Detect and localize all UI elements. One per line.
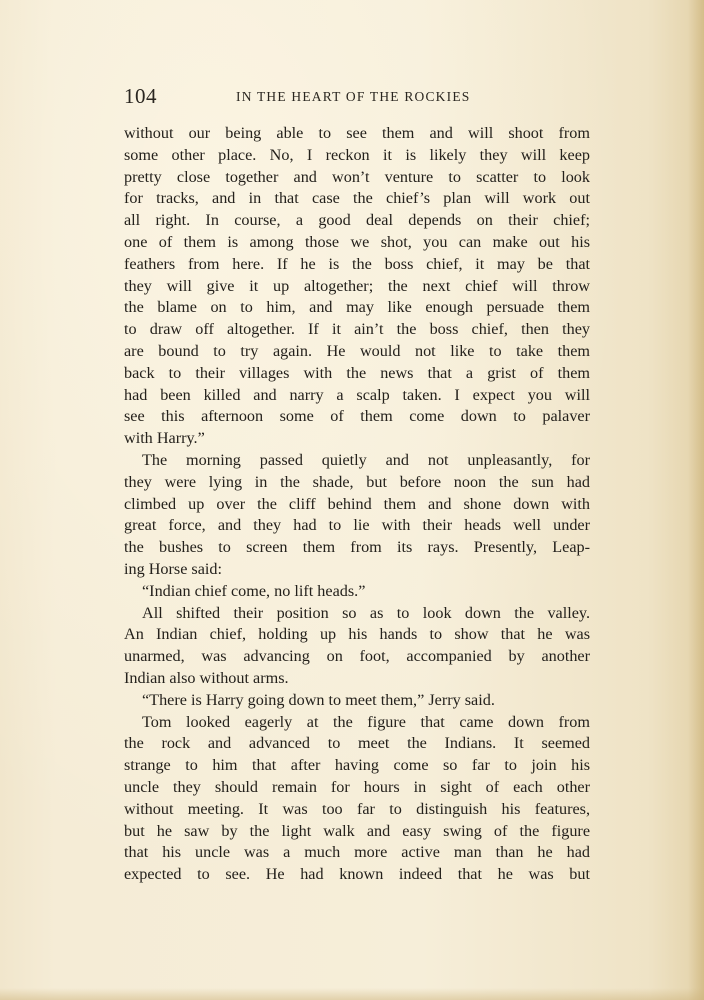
text-line: great force, and they had to lie with their heads well under — [124, 516, 590, 535]
text-line: that his uncle was a much more active man than he had — [124, 843, 590, 862]
text-line: all right. In course, a good deal depends on their chief; — [124, 211, 590, 230]
page-number: 104 — [124, 84, 157, 108]
text-line: climbed up over the cliff behind them and shone down with — [124, 494, 590, 513]
text-line: All shifted their position so as to look down the valley. — [142, 603, 590, 622]
text-line: feathers from here. If he is the boss chief, it may be that — [124, 254, 590, 273]
text-line: strange to him that after having come so far to join his — [124, 756, 590, 775]
text-line: some other place. No, I reckon it is likely they will keep — [124, 145, 590, 164]
text-line: had been killed and narry a scalp taken. I expect you will — [124, 385, 590, 404]
text-line: they will give it up altogether; the next chief will throw — [124, 276, 590, 295]
text-line: with Harry.” — [124, 429, 205, 448]
running-head — [124, 84, 590, 112]
text-line: pretty close together and won’t venture to scatter to look — [124, 167, 590, 186]
text-line: Indian also without arms. — [124, 668, 289, 687]
running-title: IN THE HEART OF THE ROCKIES — [236, 89, 471, 104]
text-line: they were lying in the shade, but before noon the sun had — [124, 472, 590, 491]
body-text — [124, 123, 590, 886]
text-line: “Indian chief come, no lift heads.” — [142, 581, 366, 600]
text-line: the blame on to him, and may like enough persuade them — [124, 298, 590, 317]
text-line: for tracks, and in that case the chief’s plan will work out — [124, 189, 590, 208]
text-line: back to their villages with the news that a grist of them — [124, 363, 590, 382]
text-line: “There is Harry going down to meet them,” Jerry said. — [142, 690, 495, 709]
text-line: to draw off altogether. If it ain’t the boss chief, then they — [124, 320, 590, 339]
text-line: the bushes to screen them from its rays. Presently, Leap- — [124, 538, 590, 557]
text-line: unarmed, was advancing on foot, accompanied by another — [124, 647, 590, 666]
text-line: uncle they should remain for hours in sight of each other — [124, 777, 590, 796]
text-line: without our being able to see them and will shoot from — [124, 124, 590, 142]
text-line: one of them is among those we shot, you can make out his — [124, 232, 590, 251]
text-line: but he saw by the light walk and easy swing of the figure — [124, 821, 590, 840]
text-line: expected to see. He had known indeed that he was but — [124, 865, 590, 884]
text-line: without meeting. It was too far to distinguish his features, — [124, 799, 590, 818]
text-line: An Indian chief, holding up his hands to show that he was — [124, 625, 590, 644]
text-line: ing Horse said: — [124, 559, 223, 578]
page-edge-shadow — [688, 0, 704, 1000]
page-bottom-shadow — [0, 988, 704, 1000]
text-line: see this afternoon some of them come down to palaver — [124, 407, 590, 426]
text-line: the rock and advanced to meet the Indians. It seemed — [124, 734, 590, 753]
text-line: are bound to try again. He would not like to take them — [124, 341, 590, 360]
text-line: Tom looked eagerly at the figure that came down from — [142, 712, 590, 731]
text-line: The morning passed quietly and not unpleasantly, for — [142, 450, 590, 469]
